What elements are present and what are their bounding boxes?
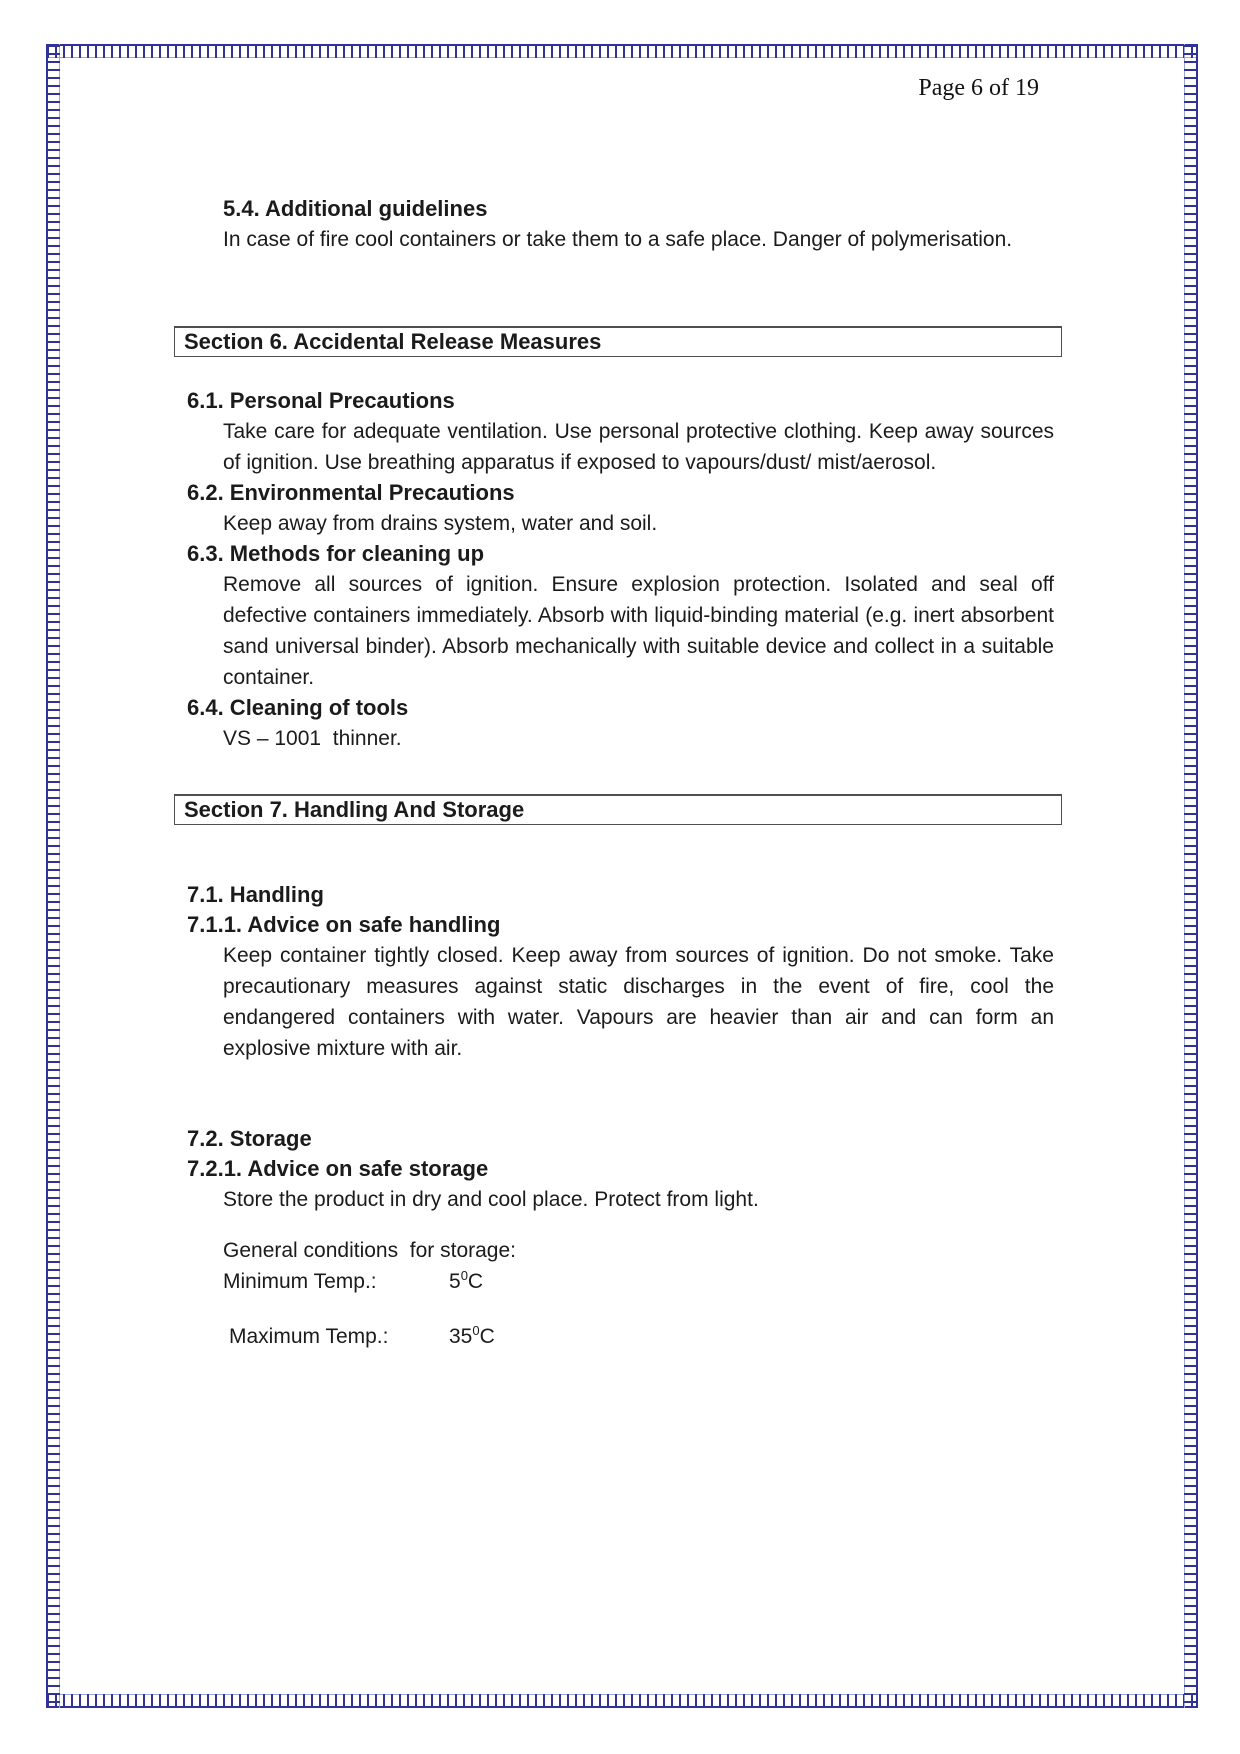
section-7-header-box xyxy=(174,794,1062,825)
border-top-edge xyxy=(46,44,1198,58)
section-7-title: Section 7. Handling And Storage xyxy=(184,797,525,822)
minimum-temp-unit: C xyxy=(467,1270,484,1293)
paragraph-7-2-1: Store the product in dry and cool place. Protect from light. xyxy=(223,1188,759,1211)
minimum-temp-value: 5 xyxy=(449,1270,461,1293)
heading-5-4: 5.4. Additional guidelines xyxy=(223,196,488,221)
heading-6-3: 6.3. Methods for cleaning up xyxy=(187,541,485,566)
maximum-temp-value: 35 xyxy=(449,1325,473,1348)
paragraph-5-4: In case of fire cool containers or take them to a safe place. Danger of polymerisation. xyxy=(223,228,1013,251)
paragraph-6-3: Remove all sources of ignition. Ensure explosion protection. Isolated and seal off defective containers immediately. Absorb with liquid-binding material (e.g. inert absorbent sand universal binder). Absorb mechanically with suitable device and collect in a suitable container. xyxy=(223,573,1054,689)
maximum-temp-degree-sup: 0 xyxy=(472,1323,480,1338)
maximum-temp-unit: C xyxy=(479,1325,495,1348)
heading-7-1-1: 7.1.1. Advice on safe handling xyxy=(187,912,501,937)
paragraph-6-1: Take care for adequate ventilation. Use personal protective clothing. Keep away sources of ignition. Use breathing apparatus if exposed to vapours/dust/ mist/aerosol. xyxy=(223,420,1054,474)
heading-7-2-1: 7.2.1. Advice on safe storage xyxy=(187,1156,489,1181)
paragraph-6-4: VS – 1001 thinner. xyxy=(223,727,402,750)
maximum-temp-row xyxy=(229,1321,1062,1352)
section-6-title: Section 6. Accidental Release Measures xyxy=(184,329,602,354)
paragraph-6-2: Keep away from drains system, water and soil. xyxy=(223,512,658,535)
heading-7-2: 7.2. Storage xyxy=(187,1126,312,1151)
border-bottom-edge xyxy=(46,1694,1198,1708)
heading-7-1: 7.1. Handling xyxy=(187,882,324,907)
heading-6-4: 6.4. Cleaning of tools xyxy=(187,695,409,720)
section-6-header-box xyxy=(174,326,1062,357)
minimum-temp-row xyxy=(223,1266,1062,1297)
minimum-temp-label: Minimum Temp.: xyxy=(223,1270,377,1293)
page-number: Page 6 of 19 xyxy=(918,75,1039,101)
page-content xyxy=(174,58,1062,1352)
minimum-temp-degree-sup: 0 xyxy=(460,1268,468,1283)
heading-6-2: 6.2. Environmental Precautions xyxy=(187,480,515,505)
paragraph-7-1-1: Keep container tightly closed. Keep away from sources of ignition. Do not smoke. Take precautionary measures against static discharges in the event of fire, cool the endangered containers with water. Vapours are heavier than air and can form an explosive mixture with air. xyxy=(223,944,1054,1060)
border-right-edge xyxy=(1184,44,1198,1708)
maximum-temp-label: Maximum Temp.: xyxy=(229,1325,389,1348)
storage-conditions-intro: General conditions for storage: xyxy=(223,1239,516,1262)
border-left-edge xyxy=(46,44,60,1708)
heading-6-1: 6.1. Personal Precautions xyxy=(187,388,455,413)
